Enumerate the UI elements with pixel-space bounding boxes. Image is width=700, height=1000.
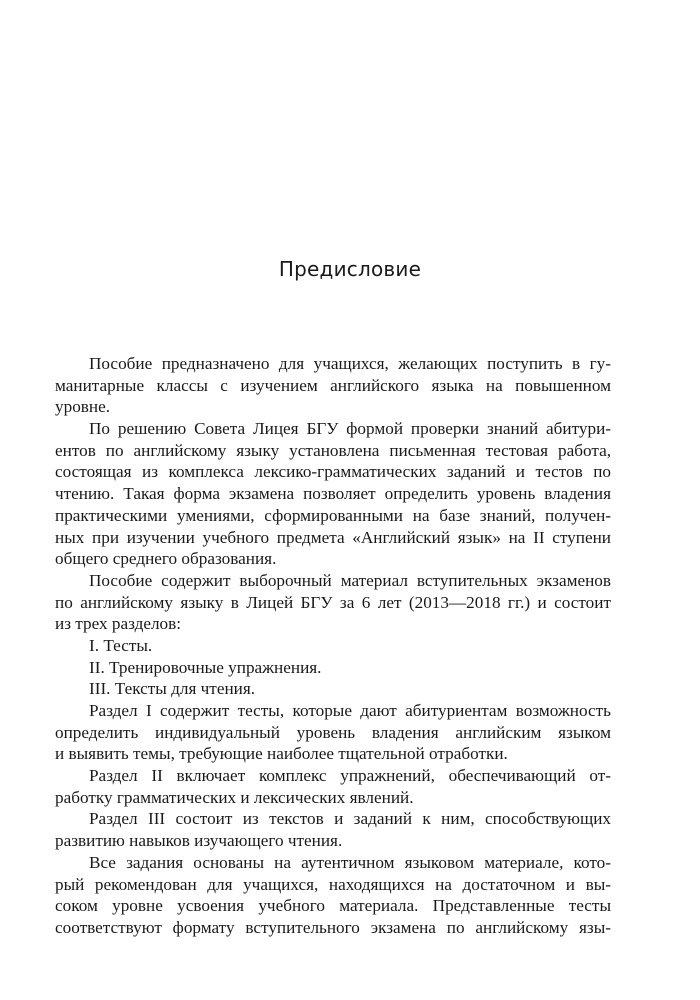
- text-line: ентов по английскому языку установлена письменная тестовая работа,: [55, 440, 611, 460]
- text-line: чтению. Такая форма экзамена позволяет определить уровень владения: [55, 484, 611, 504]
- text-line: рый рекомендован для учащихся, находящихся на достаточном и вы-: [55, 874, 611, 894]
- text-line: Все задания основаны на аутентичном языковом материале, кото-: [89, 852, 611, 872]
- text-line: Раздел III состоит из текстов и заданий к ним, способствующих: [89, 809, 611, 829]
- body-text: [55, 353, 611, 939]
- text-line: работку грамматических и лексических явлений.: [55, 787, 414, 807]
- text-line: ных при изучении учебного предмета «Английский язык» на II ступени: [55, 527, 611, 547]
- text-line: развитию навыков изучающего чтения.: [55, 831, 343, 851]
- text-line: практическими умениями, сформированными на базе знаний, получен-: [55, 505, 611, 525]
- text-line: манитарные классы с изучением английского языка на повышенном: [55, 375, 611, 395]
- text-line: общего среднего образования.: [55, 549, 277, 569]
- text-line: Раздел I содержит тесты, которые дают абитуриентам возможность: [89, 701, 611, 720]
- text-line: определить индивидуальный уровень владения английским языком: [55, 722, 611, 742]
- text-line: соответствуют формату вступительного экзамена по английскому язы-: [55, 917, 611, 937]
- text-line: уровне.: [55, 397, 111, 417]
- text-line: Раздел II включает комплекс упражнений, обеспечивающий от-: [89, 766, 611, 786]
- text-line: По решению Совета Лицея БГУ формой проверки знаний абитури-: [89, 419, 611, 439]
- text-line: соком уровне усвоения учебного материала. Представленные тесты: [55, 896, 611, 916]
- text-line: состоящая из комплекса лексико-грамматических заданий и тестов по: [55, 462, 611, 482]
- text-line: и выявить темы, требующие наиболее тщательной отработки.: [55, 744, 508, 764]
- text-line: I. Тесты.: [89, 635, 153, 655]
- text-line: по английскому языку в Лицей БГУ за 6 лет (2013—2018 гг.) и состоит: [55, 592, 611, 612]
- text-line: III. Тексты для чтения.: [89, 679, 256, 699]
- text-line: из трех разделов:: [55, 614, 182, 634]
- text-line: II. Тренировочные упражнения.: [89, 657, 322, 677]
- text-line: Пособие предназначено для учащихся, желающих поступить в гу-: [89, 354, 611, 373]
- page-title: Предисловие: [278, 257, 422, 281]
- text-line: Пособие содержит выборочный материал вступительных экзаменов: [89, 570, 611, 590]
